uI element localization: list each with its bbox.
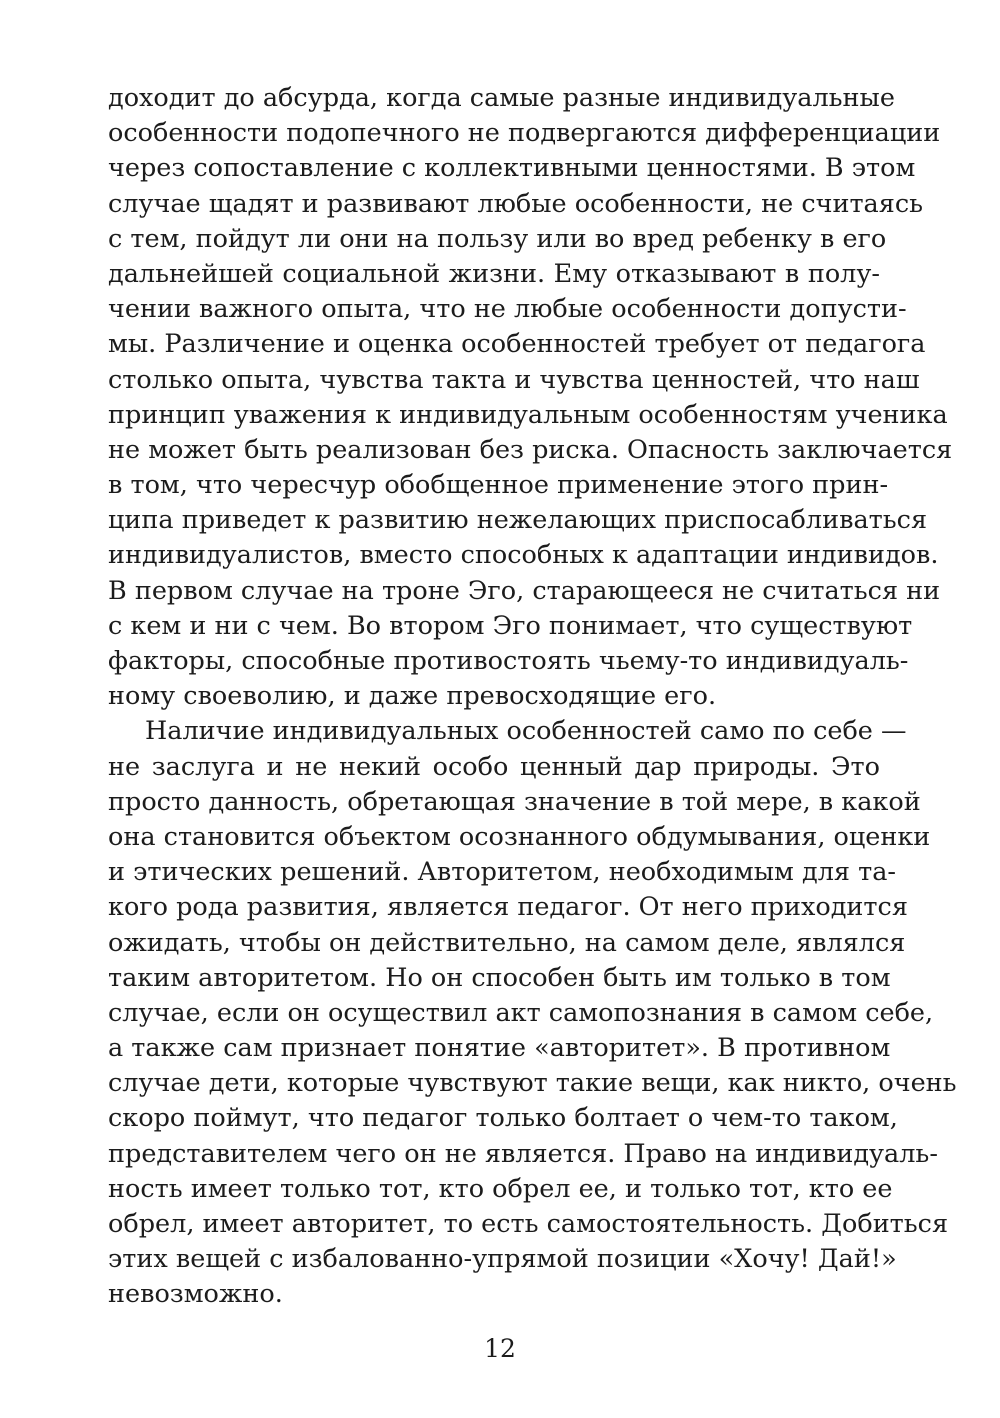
- text-line: и этических решений. Авторитетом, необходимым для та-: [108, 857, 897, 888]
- text-line: столько опыта, чувства такта и чувства ценностей, что наш: [108, 364, 920, 395]
- text-line: дальнейшей социальной жизни. Ему отказывают в полу-: [108, 258, 880, 289]
- text-line: случае щадят и развивают любые особенности, не считаясь: [108, 188, 924, 219]
- text-line: доходит до абсурда, когда самые разные индивидуальные: [108, 83, 895, 113]
- text-line: чении важного опыта, что не любые особенности допусти-: [108, 294, 907, 325]
- text-line: особенности подопечного не подвергаются дифференциации: [108, 118, 941, 149]
- text-line: кого рода развития, является педагог. От него приходится: [108, 892, 908, 923]
- text-line: случае дети, которые чувствуют такие вещи, как никто, очень: [108, 1068, 957, 1099]
- text-line: таким авторитетом. Но он способен быть им только в том: [108, 962, 891, 993]
- text-line: с тем, пойдут ли они на пользу или во вред ребенку в его: [108, 223, 887, 254]
- text-line: принцип уважения к индивидуальным особенностям ученика: [108, 399, 948, 430]
- text-line: факторы, способные противостоять чьему-то индивидуаль-: [108, 646, 909, 676]
- text-line: ципа приведет к развитию нежелающих приспосабливаться: [108, 505, 928, 536]
- text-line: просто данность, обретающая значение в той мере, в какой: [108, 786, 921, 817]
- text-line: через сопоставление с коллективными ценностями. В этом: [108, 153, 916, 184]
- text-line: индивидуалистов, вместо способных к адаптации индивидов.: [108, 540, 939, 571]
- text-line: мы. Различение и оценка особенностей требует от педагога: [108, 329, 926, 360]
- text-line: не заслуга и не некий особо ценный дар природы. Это: [108, 751, 880, 782]
- body-text: [108, 81, 957, 1313]
- page-number: 12: [484, 1334, 516, 1363]
- paragraph: [108, 81, 953, 714]
- text-line: скоро поймут, что педагог только болтает о чем-то таком,: [108, 1103, 898, 1134]
- text-line: с кем и ни с чем. Во втором Эго понимает, что существуют: [108, 610, 913, 641]
- text-line: обрел, имеет авторитет, то есть самостоятельность. Добиться: [108, 1209, 949, 1239]
- text-line: этих вещей с избалованно-упрямой позиции «Хочу! Дай!»: [108, 1244, 897, 1275]
- text-line: она становится объектом осознанного обдумывания, оценки: [108, 821, 931, 852]
- text-line: В первом случае на троне Эго, старающееся не считаться ни: [108, 575, 941, 606]
- text-line: Наличие индивидуальных особенностей само по себе —: [145, 716, 907, 747]
- text-line: представителем чего он не является. Право на индивидуаль-: [108, 1138, 938, 1169]
- paragraph: [108, 714, 957, 1312]
- text-line: невозможно.: [108, 1279, 283, 1310]
- text-line: ному своеволию, и даже превосходящие его.: [108, 681, 717, 712]
- text-line: ность имеет только тот, кто обрел ее, и только тот, кто ее: [108, 1173, 893, 1204]
- text-line: а также сам признает понятие «авторитет». В противном: [108, 1033, 891, 1064]
- text-line: в том, что чересчур обобщенное применение этого прин-: [108, 470, 889, 501]
- text-line: случае, если он осуществил акт самопознания в самом себе,: [108, 997, 934, 1028]
- text-line: не может быть реализован без риска. Опасность заключается: [108, 434, 953, 465]
- text-line: ожидать, чтобы он действительно, на самом деле, являлся: [108, 927, 906, 958]
